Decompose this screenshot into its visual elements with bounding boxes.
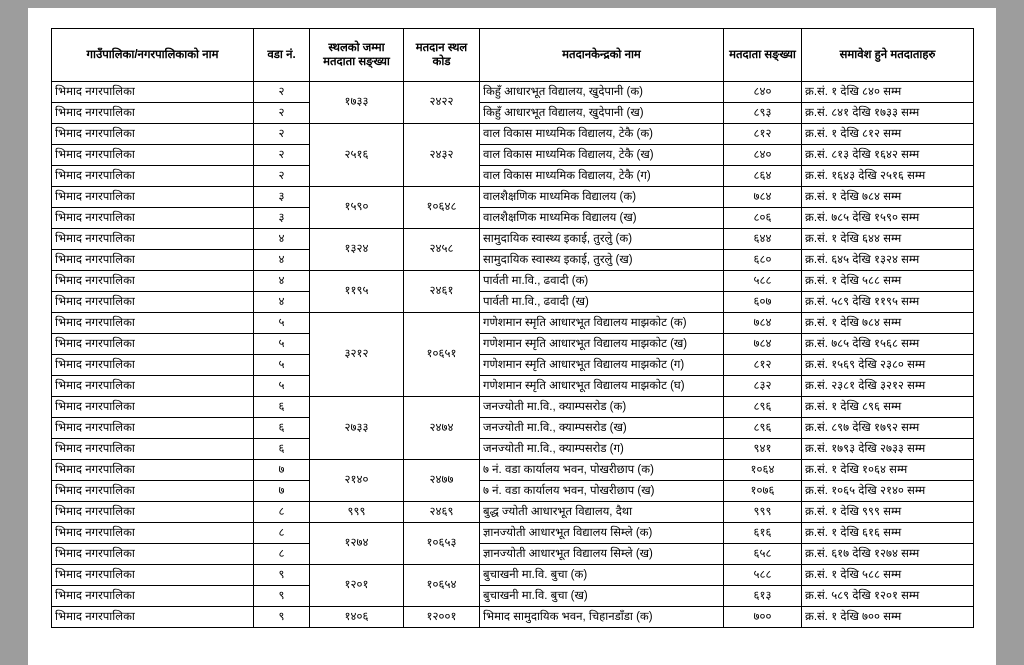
cell-muni: भिमाद नगरपालिका	[52, 292, 254, 313]
cell-range: क्र.सं. ८४१ देखि १७३३ सम्म	[802, 103, 974, 124]
cell-range: क्र.सं. ८१३ देखि १६४२ सम्म	[802, 145, 974, 166]
cell-muni: भिमाद नगरपालिका	[52, 229, 254, 250]
cell-range: क्र.सं. १ देखि ८४० सम्म	[802, 82, 974, 103]
cell-muni: भिमाद नगरपालिका	[52, 103, 254, 124]
cell-range: क्र.सं. ६१७ देखि १२७४ सम्म	[802, 544, 974, 565]
cell-ward: ६	[254, 397, 310, 418]
cell-born: १७३३	[310, 82, 404, 124]
cell-count: ७८४	[724, 313, 802, 334]
cell-count: ८९६	[724, 418, 802, 439]
table-row	[52, 481, 974, 502]
cell-count: ७८४	[724, 187, 802, 208]
cell-range: क्र.सं. २३८१ देखि ३२१२ सम्म	[802, 376, 974, 397]
table-row	[52, 418, 974, 439]
cell-born: २१४०	[310, 460, 404, 502]
cell-born: १२०१	[310, 565, 404, 607]
cell-muni: भिमाद नगरपालिका	[52, 187, 254, 208]
cell-count: ६०७	[724, 292, 802, 313]
col-header-included-voters: समावेश हुने मतदाताहरु	[802, 29, 974, 82]
cell-center: गणेशमान स्मृति आधारभूत विद्यालय माझकोट (ग)	[480, 355, 724, 376]
cell-ward: ४	[254, 229, 310, 250]
cell-muni: भिमाद नगरपालिका	[52, 355, 254, 376]
cell-center: किहुँ आधारभूत विद्यालय, खुदेपानी (क)	[480, 82, 724, 103]
cell-ward: ५	[254, 355, 310, 376]
cell-muni: भिमाद नगरपालिका	[52, 418, 254, 439]
cell-count: ८६४	[724, 166, 802, 187]
cell-range: क्र.सं. १७९३ देखि २७३३ सम्म	[802, 439, 974, 460]
cell-ward: ४	[254, 271, 310, 292]
cell-ward: ८	[254, 502, 310, 523]
col-header-total-voters: स्थलको जम्मा मतदाता सङ्ख्या	[310, 29, 404, 82]
cell-center: बुचाखनी मा.वि. बुचा (ख)	[480, 586, 724, 607]
table-row	[52, 439, 974, 460]
cell-count: ८४०	[724, 82, 802, 103]
cell-code: १२००१	[404, 607, 480, 628]
table-header	[52, 29, 974, 82]
table-row	[52, 397, 974, 418]
table-row	[52, 607, 974, 628]
cell-range: क्र.सं. १ देखि ७०० सम्म	[802, 607, 974, 628]
table-row	[52, 166, 974, 187]
cell-center: जनज्योती मा.वि., क्याम्पसरोड (क)	[480, 397, 724, 418]
cell-center: वाल विकास माध्यमिक विद्यालय, टेकै (ख)	[480, 145, 724, 166]
table-row	[52, 523, 974, 544]
cell-center: गणेशमान स्मृति आधारभूत विद्यालय माझकोट (घ)	[480, 376, 724, 397]
cell-ward: ७	[254, 481, 310, 502]
cell-count: ८३२	[724, 376, 802, 397]
cell-code: १०६४८	[404, 187, 480, 229]
table-row	[52, 313, 974, 334]
cell-born: २५१६	[310, 124, 404, 187]
table-row	[52, 187, 974, 208]
cell-born: ९९९	[310, 502, 404, 523]
table-row	[52, 376, 974, 397]
cell-code: २४७४	[404, 397, 480, 460]
cell-count: ८१२	[724, 124, 802, 145]
cell-count: ८०६	[724, 208, 802, 229]
cell-range: क्र.सं. १ देखि ७८४ सम्म	[802, 187, 974, 208]
cell-muni: भिमाद नगरपालिका	[52, 523, 254, 544]
table-row	[52, 502, 974, 523]
cell-ward: ९	[254, 565, 310, 586]
table-row	[52, 460, 974, 481]
cell-center: वालशैक्षणिक माध्यमिक विद्यालय (ख)	[480, 208, 724, 229]
table-row	[52, 586, 974, 607]
cell-range: क्र.सं. १ देखि ६४४ सम्म	[802, 229, 974, 250]
cell-center: ज्ञानज्योती आधारभूत विद्यालय सिम्ले (क)	[480, 523, 724, 544]
table-row	[52, 208, 974, 229]
cell-code: २४६९	[404, 502, 480, 523]
cell-muni: भिमाद नगरपालिका	[52, 208, 254, 229]
cell-muni: भिमाद नगरपालिका	[52, 271, 254, 292]
table-row	[52, 229, 974, 250]
cell-ward: ८	[254, 523, 310, 544]
cell-range: क्र.सं. १ देखि ८९६ सम्म	[802, 397, 974, 418]
cell-muni: भिमाद नगरपालिका	[52, 502, 254, 523]
cell-count: ९९९	[724, 502, 802, 523]
cell-born: १४०६	[310, 607, 404, 628]
cell-center: जनज्योती मा.वि., क्याम्पसरोड (ग)	[480, 439, 724, 460]
cell-code: २४६१	[404, 271, 480, 313]
voter-center-table	[51, 28, 974, 628]
cell-center: गणेशमान स्मृति आधारभूत विद्यालय माझकोट (क)	[480, 313, 724, 334]
cell-range: क्र.सं. ५८९ देखि १२०१ सम्म	[802, 586, 974, 607]
cell-count: ६४४	[724, 229, 802, 250]
table-body	[52, 82, 974, 628]
cell-range: क्र.सं. ८९७ देखि १७९२ सम्म	[802, 418, 974, 439]
cell-center: सामुदायिक स्वास्थ्य इकाई, तुरलुे (ख)	[480, 250, 724, 271]
cell-ward: ५	[254, 334, 310, 355]
cell-range: क्र.सं. १ देखि ५८८ सम्म	[802, 271, 974, 292]
table-row	[52, 292, 974, 313]
cell-center: सामुदायिक स्वास्थ्य इकाई, तुरलुे (क)	[480, 229, 724, 250]
cell-range: क्र.सं. १०६५ देखि २१४० सम्म	[802, 481, 974, 502]
col-header-poll-code: मतदान स्थल कोड	[404, 29, 480, 82]
cell-count: ५८८	[724, 565, 802, 586]
cell-range: क्र.सं. १६४३ देखि २५१६ सम्म	[802, 166, 974, 187]
cell-muni: भिमाद नगरपालिका	[52, 124, 254, 145]
cell-count: ८९३	[724, 103, 802, 124]
table-row	[52, 124, 974, 145]
col-header-center-name: मतदानकेन्द्रको नाम	[480, 29, 724, 82]
cell-born: १३२४	[310, 229, 404, 271]
cell-ward: ५	[254, 313, 310, 334]
cell-ward: ७	[254, 460, 310, 481]
cell-range: क्र.सं. ७८५ देखि १५६८ सम्म	[802, 334, 974, 355]
cell-range: क्र.सं. १ देखि ७८४ सम्म	[802, 313, 974, 334]
col-header-voter-count: मतदाता सङ्ख्या	[724, 29, 802, 82]
cell-count: ८९६	[724, 397, 802, 418]
table-row	[52, 103, 974, 124]
table-row	[52, 82, 974, 103]
cell-center: ७ नं. वडा कार्यालय भवन, पोखरीछाप (क)	[480, 460, 724, 481]
cell-center: वाल विकास माध्यमिक विद्यालय, टेकै (ग)	[480, 166, 724, 187]
cell-code: २४२२	[404, 82, 480, 124]
table-row	[52, 565, 974, 586]
cell-range: क्र.सं. ७८५ देखि १५९० सम्म	[802, 208, 974, 229]
cell-count: १०६४	[724, 460, 802, 481]
cell-muni: भिमाद नगरपालिका	[52, 586, 254, 607]
cell-code: २४७७	[404, 460, 480, 502]
cell-muni: भिमाद नगरपालिका	[52, 481, 254, 502]
cell-count: ७८४	[724, 334, 802, 355]
cell-center: ज्ञानज्योती आधारभूत विद्यालय सिम्ले (ख)	[480, 544, 724, 565]
cell-code: १०६५१	[404, 313, 480, 397]
cell-ward: ८	[254, 544, 310, 565]
cell-center: ७ नं. वडा कार्यालय भवन, पोखरीछाप (ख)	[480, 481, 724, 502]
cell-muni: भिमाद नगरपालिका	[52, 166, 254, 187]
cell-ward: २	[254, 166, 310, 187]
cell-code: २४५८	[404, 229, 480, 271]
cell-count: ६१६	[724, 523, 802, 544]
cell-ward: २	[254, 145, 310, 166]
cell-range: क्र.सं. १ देखि १०६४ सम्म	[802, 460, 974, 481]
table-row	[52, 355, 974, 376]
cell-ward: २	[254, 124, 310, 145]
cell-muni: भिमाद नगरपालिका	[52, 565, 254, 586]
cell-born: ११९५	[310, 271, 404, 313]
cell-center: वालशैक्षणिक माध्यमिक विद्यालय (क)	[480, 187, 724, 208]
cell-count: ६१३	[724, 586, 802, 607]
cell-ward: ३	[254, 208, 310, 229]
cell-count: ६५८	[724, 544, 802, 565]
cell-muni: भिमाद नगरपालिका	[52, 460, 254, 481]
cell-born: १५९०	[310, 187, 404, 229]
cell-ward: २	[254, 82, 310, 103]
cell-ward: २	[254, 103, 310, 124]
cell-count: ८१२	[724, 355, 802, 376]
cell-range: क्र.सं. १ देखि ९९९ सम्म	[802, 502, 974, 523]
cell-code: १०६५४	[404, 565, 480, 607]
cell-code: २४३२	[404, 124, 480, 187]
cell-center: बुचाखनी मा.वि. बुचा (क)	[480, 565, 724, 586]
cell-muni: भिमाद नगरपालिका	[52, 334, 254, 355]
cell-range: क्र.सं. १ देखि ८१२ सम्म	[802, 124, 974, 145]
cell-center: पार्वती मा.वि., ढवादी (क)	[480, 271, 724, 292]
cell-muni: भिमाद नगरपालिका	[52, 376, 254, 397]
col-header-municipality: गाउँपालिका/नगरपालिकाको नाम	[52, 29, 254, 82]
cell-born: १२७४	[310, 523, 404, 565]
cell-muni: भिमाद नगरपालिका	[52, 439, 254, 460]
cell-muni: भिमाद नगरपालिका	[52, 82, 254, 103]
cell-muni: भिमाद नगरपालिका	[52, 313, 254, 334]
cell-range: क्र.सं. १ देखि ५८८ सम्म	[802, 565, 974, 586]
cell-born: ३२१२	[310, 313, 404, 397]
table-row	[52, 544, 974, 565]
cell-muni: भिमाद नगरपालिका	[52, 607, 254, 628]
cell-born: २७३३	[310, 397, 404, 460]
cell-count: १०७६	[724, 481, 802, 502]
cell-muni: भिमाद नगरपालिका	[52, 250, 254, 271]
cell-range: क्र.सं. ६४५ देखि १३२४ सम्म	[802, 250, 974, 271]
cell-ward: ५	[254, 376, 310, 397]
document-page	[28, 8, 996, 665]
col-header-ward: वडा नं.	[254, 29, 310, 82]
table-row	[52, 145, 974, 166]
cell-center: जनज्योती मा.वि., क्याम्पसरोड (ख)	[480, 418, 724, 439]
cell-ward: ९	[254, 607, 310, 628]
table-row	[52, 271, 974, 292]
cell-center: वाल विकास माध्यमिक विद्यालय, टेकै (क)	[480, 124, 724, 145]
table-header-row	[52, 29, 974, 82]
cell-ward: ६	[254, 418, 310, 439]
cell-count: ७००	[724, 607, 802, 628]
cell-ward: ३	[254, 187, 310, 208]
cell-ward: ६	[254, 439, 310, 460]
cell-count: ५८८	[724, 271, 802, 292]
cell-code: १०६५३	[404, 523, 480, 565]
cell-muni: भिमाद नगरपालिका	[52, 544, 254, 565]
cell-range: क्र.सं. १५६९ देखि २३८० सम्म	[802, 355, 974, 376]
cell-count: ६८०	[724, 250, 802, 271]
table-row	[52, 250, 974, 271]
cell-muni: भिमाद नगरपालिका	[52, 145, 254, 166]
cell-count: ९४१	[724, 439, 802, 460]
cell-muni: भिमाद नगरपालिका	[52, 397, 254, 418]
cell-ward: ४	[254, 250, 310, 271]
cell-range: क्र.सं. १ देखि ६१६ सम्म	[802, 523, 974, 544]
table-row	[52, 334, 974, 355]
cell-center: पार्वती मा.वि., ढवादी (ख)	[480, 292, 724, 313]
cell-center: गणेशमान स्मृति आधारभूत विद्यालय माझकोट (ख)	[480, 334, 724, 355]
cell-center: भिमाद सामुदायिक भवन, चिहानडाँडा (क)	[480, 607, 724, 628]
cell-ward: ९	[254, 586, 310, 607]
cell-center: किहुँ आधारभूत विद्यालय, खुदेपानी (ख)	[480, 103, 724, 124]
cell-center: बुद्ध ज्योती आधारभूत विद्यालय, दैथा	[480, 502, 724, 523]
cell-ward: ४	[254, 292, 310, 313]
cell-range: क्र.सं. ५८९ देखि ११९५ सम्म	[802, 292, 974, 313]
cell-count: ८४०	[724, 145, 802, 166]
